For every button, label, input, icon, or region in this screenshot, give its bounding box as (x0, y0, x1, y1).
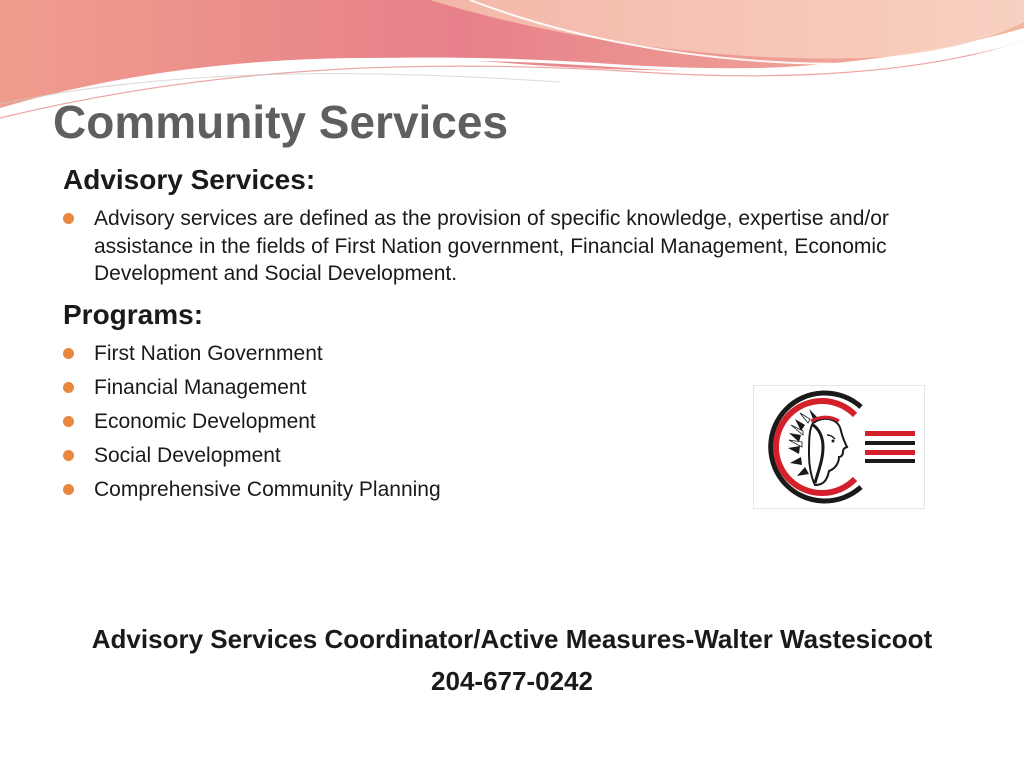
bullet-dot-icon (63, 416, 74, 427)
first-nation-headdress-logo-icon (753, 385, 925, 509)
program-label: Economic Development (94, 410, 316, 433)
coordinator-contact-line: Advisory Services Coordinator/Active Measures-Walter Wastesicoot (91, 624, 933, 654)
advisory-description-text: Advisory services are defined as the provision of specific knowledge, expertise and/or assistance in the fields of First Nation government, Financial Management, Economic Development and Social Development. (94, 207, 889, 285)
programs-heading: Programs: (63, 299, 204, 330)
bullet-dot-icon (63, 450, 74, 461)
bullet-dot-icon (63, 348, 74, 359)
program-label: First Nation Government (94, 342, 323, 365)
slide-title: Community Services (53, 96, 509, 148)
program-label: Financial Management (94, 376, 307, 399)
bullet-dot-icon (63, 484, 74, 495)
bullet-dot-icon (63, 213, 74, 224)
program-label: Social Development (94, 444, 281, 467)
contact-phone-number: 204-677-0242 (431, 666, 593, 696)
bullet-dot-icon (63, 382, 74, 393)
program-label: Comprehensive Community Planning (94, 478, 441, 501)
advisory-services-heading: Advisory Services: (63, 164, 316, 195)
